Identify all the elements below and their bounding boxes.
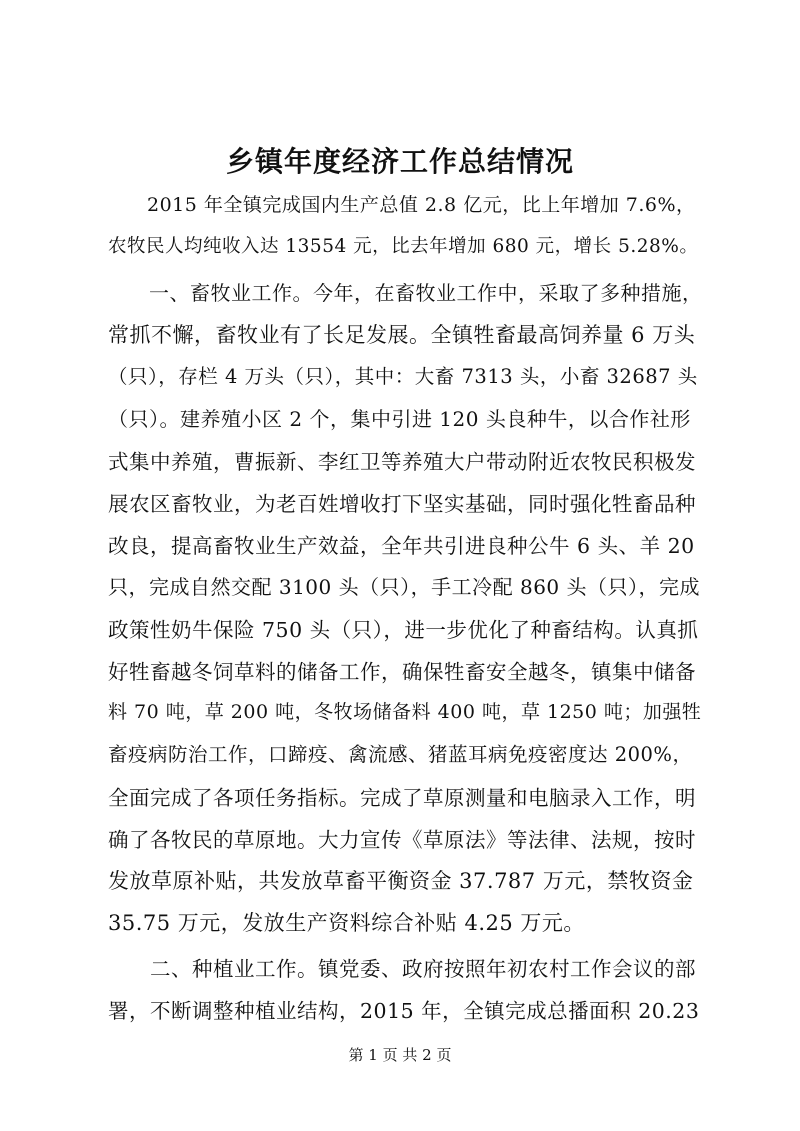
text-line: 署，不断调整种植业结构，2015 年，全镇完成总播面积 20.23 bbox=[108, 999, 700, 1023]
text-line: 二、种植业工作。镇党委、政府按照年初农村工作会议的部 bbox=[108, 957, 696, 981]
text-line: 一、畜牧业工作。今年，在畜牧业工作中，采取了多种措施， bbox=[108, 281, 703, 305]
text-line: 畜疫病防治工作，口蹄疫、禽流感、猪蓝耳病免疫密度达 200%， bbox=[108, 743, 693, 766]
text-line: 发放草原补贴，共发放草畜平衡资金 37.787 万元，禁牧资金 bbox=[108, 869, 694, 893]
page-footer: 第 1 页 共 2 页 bbox=[348, 1046, 452, 1064]
text-line: 好牲畜越冬饲草料的储备工作，确保牲畜安全越冬，镇集中储备 bbox=[108, 660, 696, 684]
text-line: 只，完成自然交配 3100 头（只），手工冷配 860 头（只），完成 bbox=[108, 575, 701, 599]
text-line: 农牧民人均纯收入达 13554 元，比去年增加 680 元，增长 5.28%。 bbox=[108, 236, 699, 257]
text-line: （只），存栏 4 万头（只），其中：大畜 7313 头，小畜 32687 头 bbox=[108, 365, 698, 388]
text-line: 政策性奶牛保险 750 头（只），进一步优化了种畜结构。认真抓 bbox=[108, 618, 699, 642]
text-line: 展农区畜牧业，为老百姓增收打下坚实基础，同时强化牲畜品种 bbox=[108, 492, 696, 516]
text-line: 35.75 万元，发放生产资料综合补贴 4.25 万元。 bbox=[108, 911, 585, 935]
document-title: 乡镇年度经济工作总结情况 bbox=[225, 145, 574, 178]
text-line: 改良，提高畜牧业生产效益，全年共引进良种公牛 6 头、羊 20 bbox=[108, 534, 695, 558]
text-line: （只）。建养殖小区 2 个，集中引进 120 头良种牛，以合作社形 bbox=[108, 407, 691, 431]
text-line: 确了各牧民的草原地。大力宣传《草原法》等法律、法规，按时 bbox=[108, 828, 696, 852]
text-line: 式集中养殖，曹振新、李红卫等养殖大户带动附近农牧民积极发 bbox=[108, 450, 696, 474]
text-line: 常抓不懈，畜牧业有了长足发展。全镇牲畜最高饲养量 6 万头 bbox=[108, 323, 696, 347]
text-line: 全面完成了各项任务指标。完成了草原测量和电脑录入工作，明 bbox=[108, 786, 696, 810]
text-line: 料 70 吨，草 200 吨，冬牧场储备料 400 吨，草 1250 吨；加强牲 bbox=[108, 701, 702, 723]
text-line: 2015 年全镇完成国内生产总值 2.8 亿元，比上年增加 7.6%， bbox=[108, 194, 696, 216]
